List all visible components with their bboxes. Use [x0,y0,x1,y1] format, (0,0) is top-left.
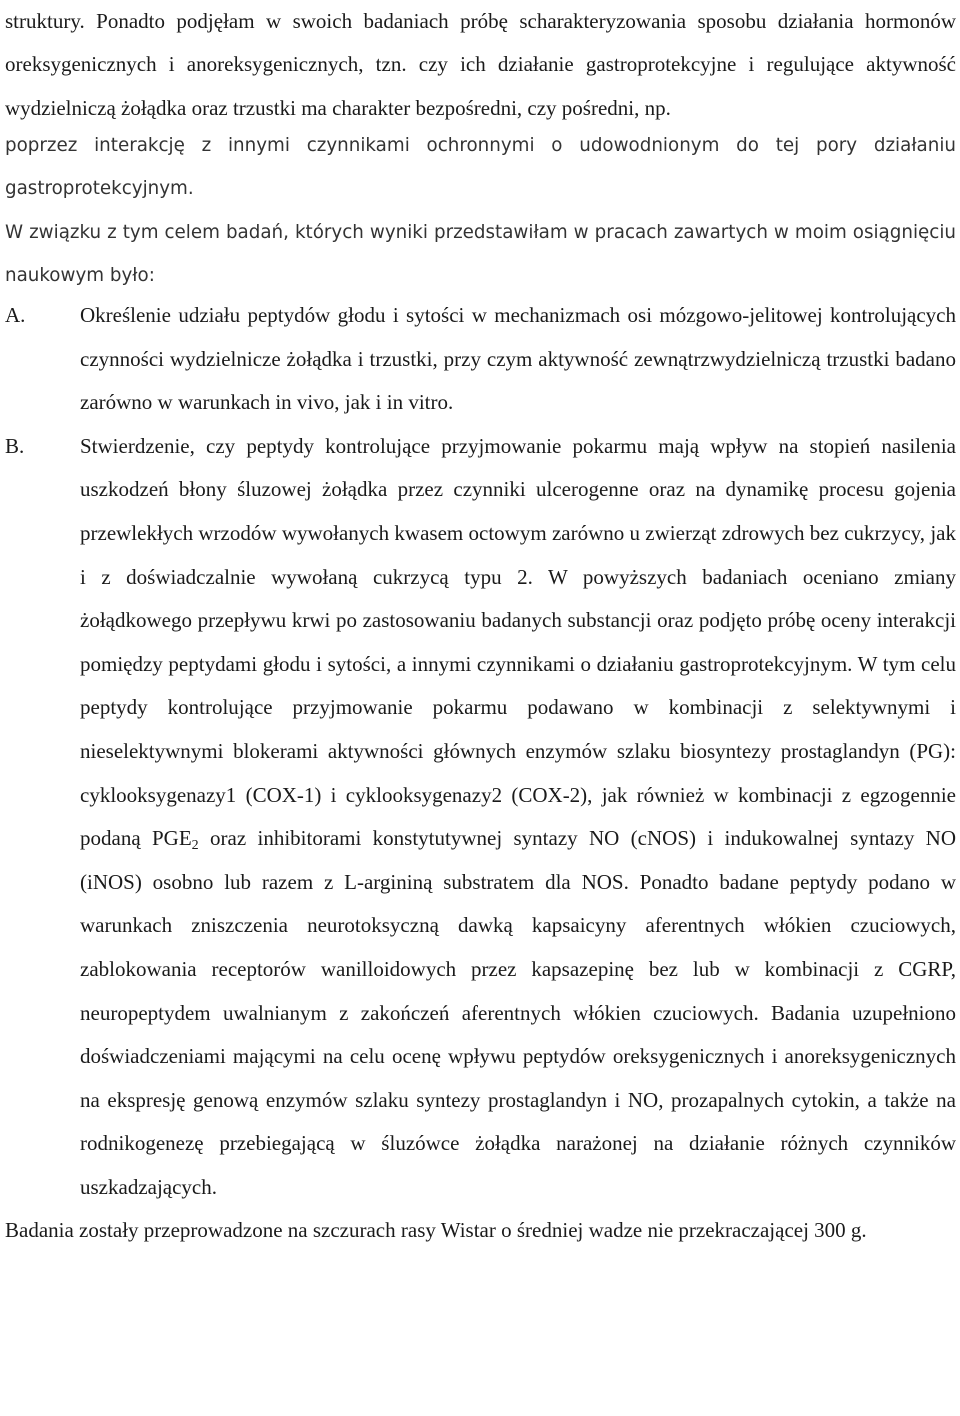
closing-paragraph: Badania zostały przeprowadzone na szczurach rasy Wistar o średniej wadze nie przekraczającej 300 g. [5,1218,867,1243]
item-label: B. [5,433,25,458]
item-label: A. [5,303,26,327]
item-text-part-2: oraz inhibitorami konstytutywnej syntazy NO (cNOS) i indukowalnej syntazy NO (iNOS) osobno lub razem z L-argininą substratem dla NOS. Ponadto badane peptydy podano w warunkach zniszczenia neurotoksyczną dawką kapsaicyny aferentnych włókien czuciowych, zablokowania receptorów wanilloidowych przez kapsazepinę bez lub w kombinacji z CGRP, neuropeptydem uwalnianym z zakończeń aferentnych włókien czuciowych. Badania uzupełniono doświadczeniami mającymi na celu ocenę wpływu peptydów oreksygenicznych i anoreksygenicznych na ekspresję genową enzymów szlaku syntezy prostaglandyn i NO, prozapalnych cytokin, a także na rodnikogenezę przebiegającą w śluzówce żołądka narażonej na działanie różnych czynników uszkadzających. [80,826,956,1199]
intro-text: struktury. Ponadto podjęłam w swoich badaniach próbę scharakteryzowania sposobu działania hormonów oreksygenicznych i anoreksygenicznych, tzn. czy ich działanie gastroprotekcyjne i regulujące aktywność wydzielniczą żołądka oraz trzustki ma charakter bezpośredni, czy pośredni, np. [5,9,956,120]
subscript: 2 [191,838,199,854]
item-text [80,425,956,1210]
items-list [5,294,956,1253]
item-text-part-1: Stwierdzenie, czy peptydy kontrolujące przyjmowanie pokarmu mają wpływ na stopień nasilenia uszkodzeń błony śluzowej żołądka przez czynniki ulcerogenne oraz na dynamikę procesu gojenia przewlekłych wrzodów wywołanych kwasem octowym zarówno u zwierząt zdrowych bez cukrzycy, jak i z doświadczalnie wywołaną cukrzycą typu 2. W powyższych badaniach oceniano zmiany żołądkowego przepływu krwi po zastosowaniu badanych substancji oraz podjęto próbę oceny interakcji pomiędzy peptydami głodu i sytości, a innymi czynnikami o działaniu gastroprotekcyjnym. W tym celu peptydy kontrolujące przyjmowanie pokarmu podawano w kombinacji z selektywnymi i nieselektywnymi blokerami aktywności głównych enzymów szlaku biosyntezy prostaglandyn (PG): cyklooksygenazy1 (COX-1) i cyklooksygenazy2 (COX-2), jak również w kombinacji z egzogennie podaną PGE [80,433,956,851]
item-text: Określenie udziału peptydów głodu i sytości w mechanizmach osi mózgowo-jelitowej kontrolujących czynności wydzielnicze żołądka i trzustki, przy czym aktywność zewnątrzwydzielniczą trzustki badano zarówno w warunkach in vivo, jak i in vitro. [80,303,956,415]
intro-serif-lines [5,0,956,130]
intro-sans-block [5,124,956,298]
intro-continuation: poprzez interakcję z innymi czynnikami ochronnymi o udowodnionym do tej pory działaniu gastroprotekcyjnym. [5,135,956,200]
list-item-b [5,425,956,1210]
goal-paragraph: W związku z tym celem badań, których wyniki przedstawiłam w pracach zawartych w moim osiągnięciu naukowym było: [5,221,956,287]
list-item-a [5,294,956,425]
